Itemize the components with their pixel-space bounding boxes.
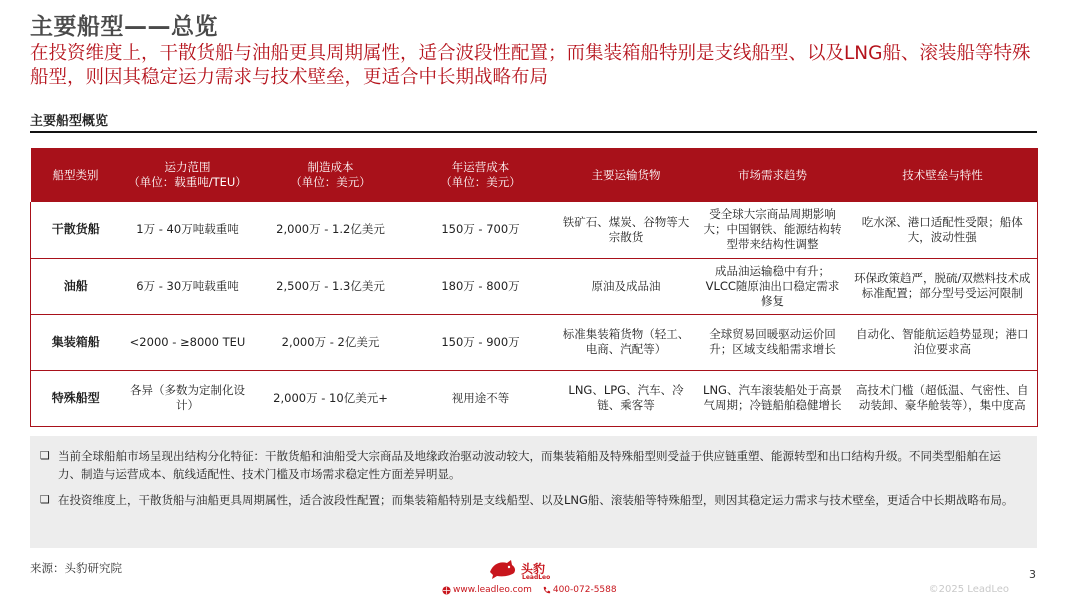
footer-contact <box>442 585 617 595</box>
table-row <box>31 202 1038 258</box>
cell-market-trend: LNG、汽车滚装船处于高景气周期；冷链船舶稳健增长 <box>698 370 848 426</box>
cell-market-trend: 全球贸易回暖驱动运价回升；区域支线船需求增长 <box>698 314 848 370</box>
section-divider <box>30 131 1037 133</box>
header-ship-category: 船型类别 <box>31 148 121 202</box>
cell-ship-category: 油船 <box>31 258 121 314</box>
header-capacity-range: 运力范围 （单位：载重吨/TEU） <box>121 148 255 202</box>
cell-build-cost: 2,500万 - 1.3亿美元 <box>255 258 407 314</box>
cell-operating-cost: 视用途不等 <box>407 370 555 426</box>
notes-box <box>30 436 1037 548</box>
logo-chinese-name: 头豹 <box>521 562 546 576</box>
phone-icon <box>542 586 551 595</box>
page-title: 主要船型——总览 <box>30 14 218 40</box>
table-row <box>31 258 1038 314</box>
company-logo <box>488 556 551 582</box>
header-market-trend: 市场需求趋势 <box>698 148 848 202</box>
section-label: 主要船型概览 <box>30 114 109 129</box>
cell-tech-barriers: 高技术门槛（超低温、气密性、自动装卸、豪华舱装等），集中度高 <box>848 370 1038 426</box>
cell-market-trend: 受全球大宗商品周期影响大；中国钢铁、能源结构转型带来结构性调整 <box>698 202 848 258</box>
cell-ship-category: 特殊船型 <box>31 370 121 426</box>
cell-market-trend: 成品油运输稳中有升；VLCC随原油出口稳定需求修复 <box>698 258 848 314</box>
cell-capacity-range: 各异（多数为定制化设计） <box>121 370 255 426</box>
globe-icon <box>442 586 451 595</box>
note-text: 在投资维度上，干散货船与油船更具周期属性，适合波段性配置；而集装箱船特别是支线船型、以及LNG船、滚装船等特殊船型，则因其稳定运力需求与技术壁垒，更适合中长期战略布局。 <box>58 493 1014 507</box>
source-note: 来源：头豹研究院 <box>30 561 122 575</box>
cell-capacity-range: <2000 - ≥8000 TEU <box>121 314 255 370</box>
cell-capacity-range: 6万 - 30万吨载重吨 <box>121 258 255 314</box>
cell-main-cargo: 铁矿石、煤炭、谷物等大宗散货 <box>555 202 698 258</box>
table-row <box>31 314 1038 370</box>
note-item <box>40 491 1023 509</box>
cell-main-cargo: 标准集装箱货物（轻工、电商、汽配等） <box>555 314 698 370</box>
cell-build-cost: 2,000万 - 1.2亿美元 <box>255 202 407 258</box>
website-text: www.leadleo.com <box>453 585 532 595</box>
cell-main-cargo: LNG、LPG、汽车、冷链、乘客等 <box>555 370 698 426</box>
note-text: 当前全球船舶市场呈现出结构分化特征：干散货船和油船受大宗商品及地缘政治驱动波动较大，而集装箱船及特殊船型则受益于供应链重塑、能源转型和出口结构升级。不同类型船舶在运力、制造与运营成本、航线适配性、技术门槛及市场需求稳定性方面差异明显。 <box>58 449 1001 481</box>
leopard-logo-icon <box>488 558 518 580</box>
table-header-row <box>31 148 1038 202</box>
logo-english-name: LeadLeo <box>522 574 551 581</box>
cell-main-cargo: 原油及成品油 <box>555 258 698 314</box>
cell-ship-category: 集装箱船 <box>31 314 121 370</box>
checkbox-bullet-icon: ❑ <box>40 449 50 462</box>
note-item <box>40 447 1023 483</box>
cell-tech-barriers: 自动化、智能航运趋势显现；港口泊位要求高 <box>848 314 1038 370</box>
page-subtitle: 在投资维度上，干散货船与油船更具周期属性，适合波段性配置；而集装箱船特别是支线船型、以及LNG船、滚装船等特殊船型，则因其稳定运力需求与技术壁垒，更适合中长期战略布局 <box>30 43 1031 88</box>
cell-operating-cost: 150万 - 900万 <box>407 314 555 370</box>
copyright: ©2025 LeadLeo <box>928 584 1009 595</box>
phone-link[interactable] <box>542 585 617 595</box>
cell-operating-cost: 180万 - 800万 <box>407 258 555 314</box>
cell-tech-barriers: 吃水深、港口适配性受限；船体大，波动性强 <box>848 202 1038 258</box>
cell-ship-category: 干散货船 <box>31 202 121 258</box>
phone-text: 400-072-5588 <box>552 585 617 595</box>
table-row <box>31 370 1038 426</box>
header-main-cargo: 主要运输货物 <box>555 148 698 202</box>
header-tech-barriers: 技术壁垒与特性 <box>848 148 1038 202</box>
cell-build-cost: 2,000万 - 2亿美元 <box>255 314 407 370</box>
cell-capacity-range: 1万 - 40万吨载重吨 <box>121 202 255 258</box>
header-build-cost: 制造成本 （单位：美元） <box>255 148 407 202</box>
checkbox-bullet-icon: ❑ <box>40 493 50 506</box>
page-number: 3 <box>1029 568 1036 581</box>
cell-operating-cost: 150万 - 700万 <box>407 202 555 258</box>
cell-build-cost: 2,000万 - 10亿美元+ <box>255 370 407 426</box>
website-link[interactable] <box>442 585 532 595</box>
header-annual-operating-cost: 年运营成本 （单位：美元） <box>407 148 555 202</box>
cell-tech-barriers: 环保政策趋严，脱硫/双燃料技术成标准配置；部分型号受运河限制 <box>848 258 1038 314</box>
ship-type-overview-table <box>30 148 1038 427</box>
